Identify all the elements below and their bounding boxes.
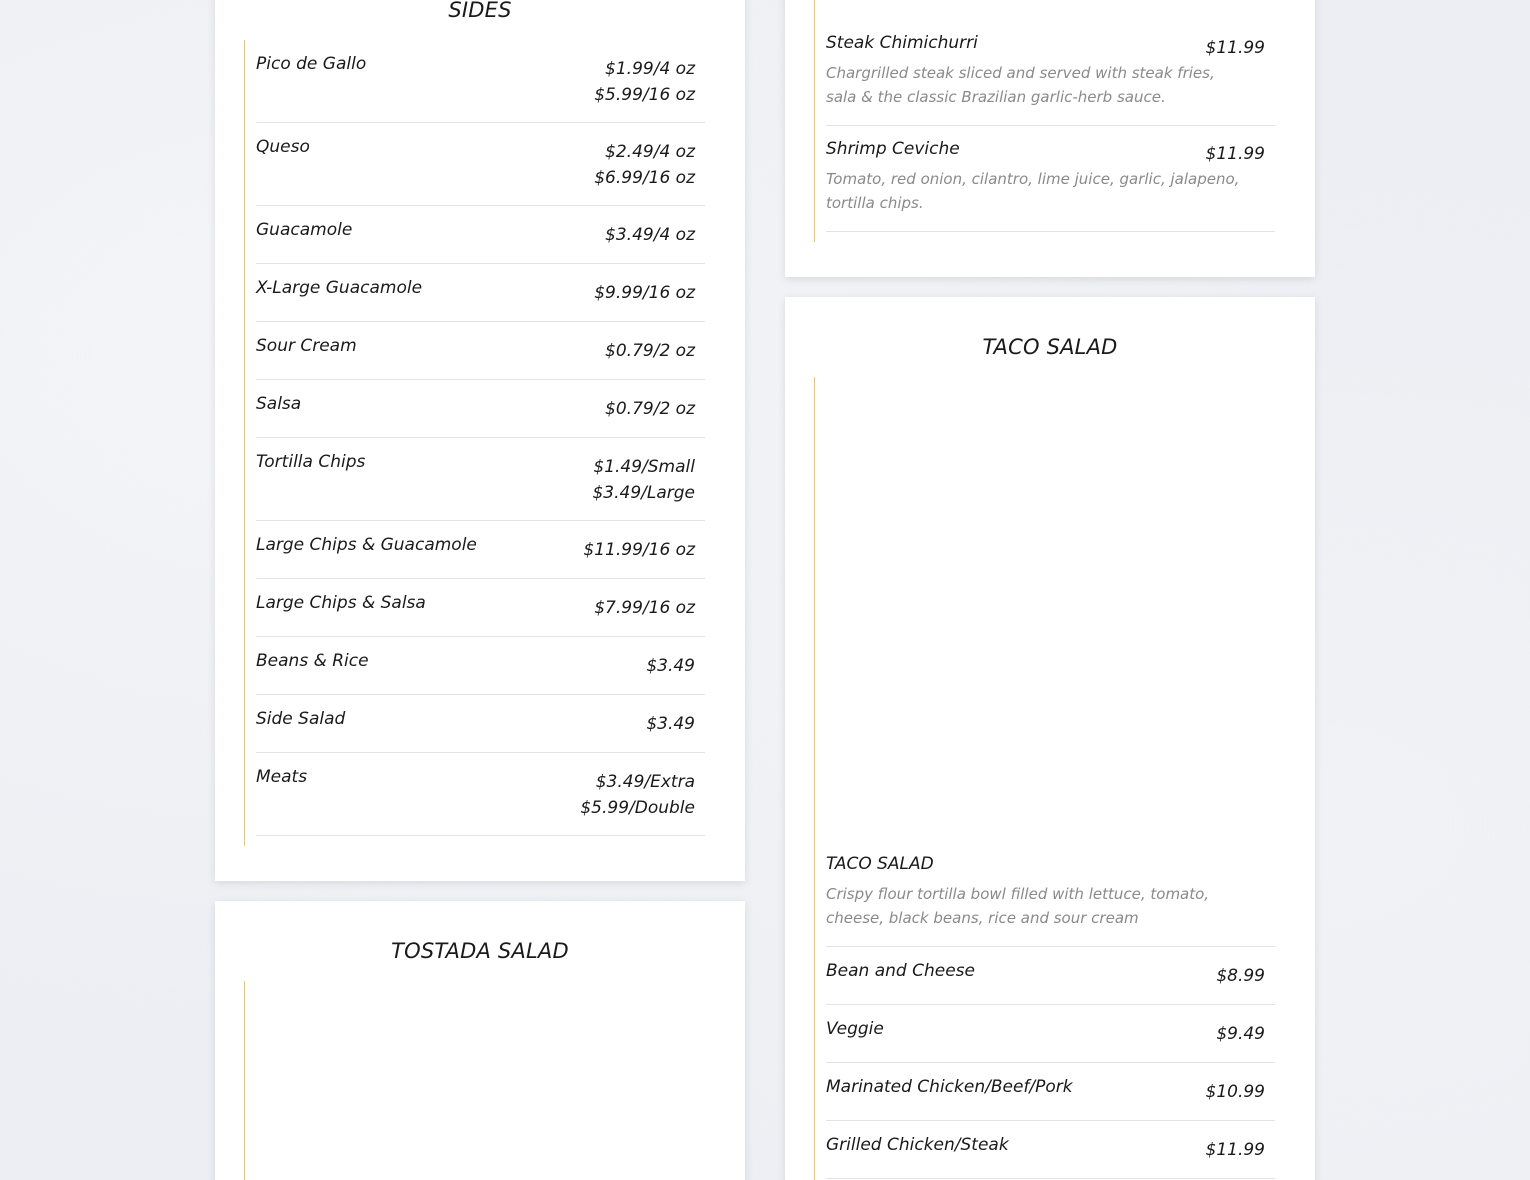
item-price: $9.99/16 oz [594,283,695,303]
sides-title: SIDES [448,0,512,22]
menu-item-intro [826,842,1275,947]
menu-item [826,947,1275,1005]
item-price: $11.99 [1205,1140,1265,1160]
menu-item [826,1063,1275,1121]
item-price: $7.99/16 oz [594,598,695,618]
item-price: $3.49 [646,656,695,676]
item-price: $0.79/2 oz [605,341,695,361]
menu-item [256,206,705,264]
specials-card [785,0,1315,277]
item-price: $2.49/4 oz $6.99/16 oz [594,142,695,188]
item-name: Bean and Cheese [826,961,975,981]
item-price: $11.99/16 oz [583,540,695,560]
item-name: TACO SALAD [826,854,934,874]
item-name: Shrimp Ceviche [826,139,960,159]
menu-item [826,20,1275,126]
item-name: Grilled Chicken/Steak [826,1135,1009,1155]
item-name: Large Chips & Salsa [256,593,426,613]
item-name: Queso [256,137,310,157]
sides-accent-line [244,40,245,846]
menu-item [826,126,1275,232]
item-name: Veggie [826,1019,884,1039]
menu-item [256,264,705,322]
item-price: $1.49/Small $3.49/Large [592,457,695,503]
item-name: Steak Chimichurri [826,33,978,53]
menu-item [256,438,705,521]
specials-accent-line [814,0,815,242]
menu-item [256,695,705,753]
taco-salad-card [785,297,1315,1180]
menu-item [256,380,705,438]
menu-item [256,521,705,579]
item-name: Meats [256,767,308,787]
taco-accent-line [814,377,815,1180]
taco-salad-image [826,377,1275,837]
item-price: $11.99 [1205,144,1265,164]
item-price: $0.79/2 oz [605,399,695,419]
menu-item [826,1121,1275,1179]
menu-item [256,322,705,380]
taco-salad-title: TACO SALAD [982,335,1118,359]
item-name: Tortilla Chips [256,452,366,472]
item-name: Beans & Rice [256,651,369,671]
tostada-title: TOSTADA SALAD [391,939,569,963]
menu-item [826,1005,1275,1063]
item-name: Side Salad [256,709,346,729]
menu-item [256,40,705,123]
menu-item [256,579,705,637]
item-description: Chargrilled steak sliced and served with steak fries, sala & the classic Brazilian garlic-herb sauce. [826,64,1215,106]
item-name: Marinated Chicken/Beef/Pork [826,1077,1073,1097]
item-price: $3.49/4 oz [605,225,695,245]
item-name: Pico de Gallo [256,54,367,74]
item-price: $1.99/4 oz $5.99/16 oz [594,59,695,105]
item-name: Sour Cream [256,336,357,356]
item-name: Guacamole [256,220,353,240]
item-price: $11.99 [1205,38,1265,58]
tostada-accent-line [244,981,245,1180]
item-price: $3.49 [646,714,695,734]
item-price: $3.49/Extra $5.99/Double [580,772,695,818]
item-name: Large Chips & Guacamole [256,535,477,555]
item-price: $10.99 [1205,1082,1265,1102]
menu-item [256,753,705,836]
sides-card [215,0,745,881]
menu-item [256,123,705,206]
item-name: Salsa [256,394,302,414]
item-name: X-Large Guacamole [256,278,423,298]
item-price: $9.49 [1216,1024,1265,1044]
tostada-salad-card [215,901,745,1180]
menu-item [256,637,705,695]
item-description: Tomato, red onion, cilantro, lime juice, garlic, jalapeno, tortilla chips. [826,170,1240,212]
item-description: Crispy flour tortilla bowl filled with lettuce, tomato, cheese, black beans, rice and sour cream [826,885,1210,927]
tostada-image [256,981,705,1180]
item-price: $8.99 [1216,966,1265,986]
